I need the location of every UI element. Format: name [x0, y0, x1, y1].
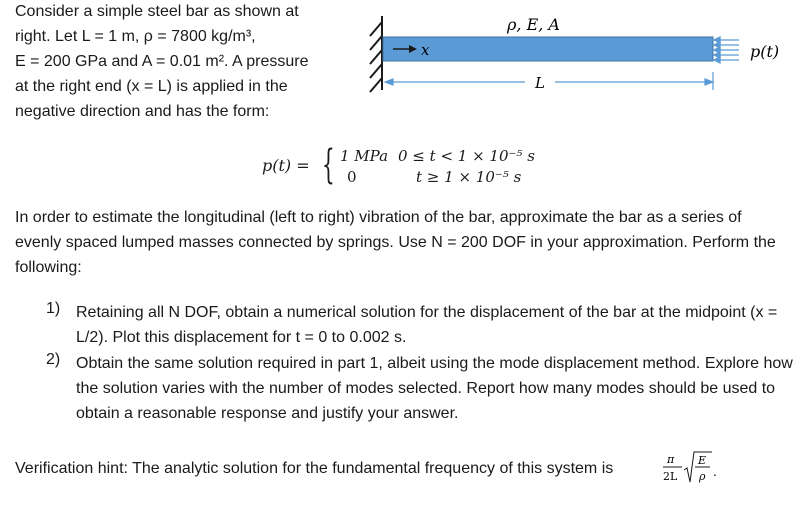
formula-root-numerator: E [698, 454, 707, 467]
case2-condition: t ≥ 1 × 10⁻⁵ s [416, 168, 522, 186]
case1-condition: 0 ≤ t < 1 × 10⁻⁵ s [398, 147, 535, 165]
intro-line-1: Consider a simple steel bar as shown at [15, 3, 299, 20]
formula-root-denominator: ρ [699, 470, 706, 483]
hint-text: Verification hint: The analytic solution for the fundamental frequency of this system is [15, 460, 614, 477]
force-label: p(t) [750, 42, 780, 61]
pressure-arrows [714, 37, 739, 63]
case1-value: 1 MPa [340, 147, 389, 165]
task-number: 2) [46, 351, 61, 368]
frequency-formula [660, 448, 720, 488]
equation-lhs: p(t) = [262, 156, 310, 175]
formula-frac-denominator: 2L [663, 470, 678, 483]
intro-line-2: right. Let L = 1 m, ρ = 7800 kg/m³, [15, 28, 256, 45]
task-number: 1) [46, 300, 61, 317]
fixed-wall [370, 16, 382, 92]
case2-value: 0 [347, 168, 357, 186]
properties-label: ρ, E, A [507, 15, 560, 34]
formula-end: . [713, 465, 717, 479]
intro-line-5: negative direction and has the form: [15, 103, 270, 120]
intro-line-3: E = 200 GPa and A = 0.01 m². A pressure [15, 53, 309, 70]
steel-bar [383, 37, 713, 61]
task-text: Obtain the same solution required in part 1, albeit using the mode displacement method. Explore how the solution varies with the number of modes selected. Report how many modes should be used to obtain a reasonable response and justify your answer. [76, 355, 793, 422]
bar-figure [355, 10, 795, 105]
intro-line-4: at the right end (x = L) is applied in the [15, 78, 288, 95]
length-label: L [535, 74, 545, 92]
length-dimension [385, 72, 713, 90]
equation-brace: { [322, 142, 335, 188]
formula-frac-numerator: π [667, 453, 675, 466]
x-label: x [421, 41, 430, 59]
task-text: Retaining all N DOF, obtain a numerical solution for the displacement of the bar at the midpoint (x = L/2). Plot this displacement for t = 0 to 0.002 s. [76, 304, 778, 346]
instruction-paragraph: In order to estimate the longitudinal (left to right) vibration of the bar, approximate the bar as a series of evenly spaced lumped masses connected by springs. Use N = 200 DOF in your approximation. Perform the following: [15, 209, 776, 276]
